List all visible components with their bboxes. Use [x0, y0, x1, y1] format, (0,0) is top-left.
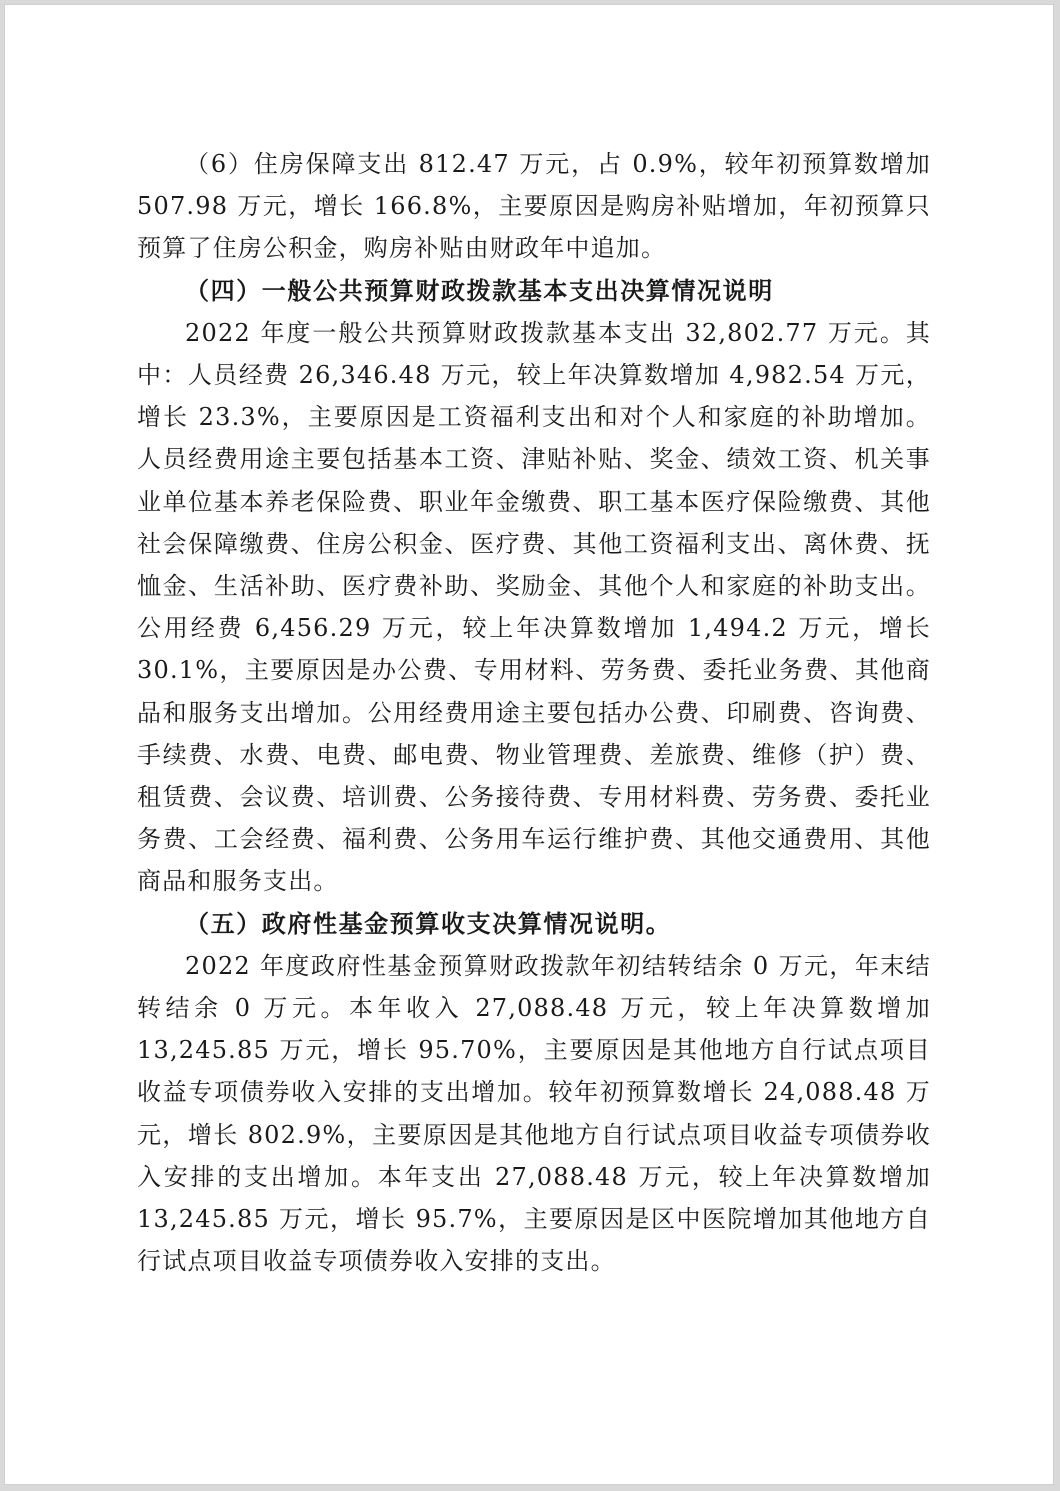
- document-body: [137, 143, 931, 1282]
- paragraph-government-fund: 2022 年度政府性基金预算财政拨款年初结转结余 0 万元，年末结转结余 0 万元。本年收入 27,088.48 万元，较上年决算数增加 13,245.85 万元，增长 95.70%，主要原因是其他地方自行试点项目收益专项债券收入安排的支出增加。较年初预算数增长 24,088.48 万元，增长 802.9%，主要原因是其他地方自行试点项目收益专项债券收入安排的支出增加。本年支出 27,088.48 万元，较上年决算数增加 13,245.85 万元，增长 95.7%，主要原因是区中医院增加其他地方自行试点项目收益专项债券收入安排的支出。: [137, 951, 931, 1276]
- paragraph-housing-expenditure: （6）住房保障支出 812.47 万元，占 0.9%，较年初预算数增加 507.98 万元，增长 166.8%，主要原因是购房补贴增加，年初预算只预算了住房公积金，购房补贴由财政年中追加。: [137, 150, 931, 263]
- section-heading-government-fund: （五）政府性基金预算收支决算情况说明。: [185, 909, 672, 938]
- section-heading-basic-expenditure: （四）一般公共预算财政拨款基本支出决算情况说明: [185, 276, 774, 305]
- paragraph-basic-expenditure: 2022 年度一般公共预算财政拨款基本支出 32,802.77 万元。其中：人员经费 26,346.48 万元，较上年决算数增加 4,982.54 万元，增长 23.3%，主要原因是工资福利支出和对个人和家庭的补助增加。人员经费用途主要包括基本工资、津贴补贴、奖金、绩效工资、机关事业单位基本养老保险费、职业年金缴费、职工基本医疗保险缴费、其他社会保障缴费、住房公积金、医疗费、其他工资福利支出、离休费、抚恤金、生活补助、医疗费补助、奖励金、其他个人和家庭的补助支出。公用经费 6,456.29 万元，较上年决算数增加 1,494.2 万元，增长 30.1%，主要原因是办公费、专用材料、劳务费、委托业务费、其他商品和服务支出增加。公用经费用途主要包括办公费、印刷费、咨询费、手续费、水费、电费、邮电费、物业管理费、差旅费、维修（护）费、租赁费、会议费、培训费、公务接待费、专用材料费、劳务费、委托业务费、工会经费、福利费、公务用车运行维护费、其他交通费用、其他商品和服务支出。: [137, 318, 931, 896]
- document-page: [4, 4, 1054, 1485]
